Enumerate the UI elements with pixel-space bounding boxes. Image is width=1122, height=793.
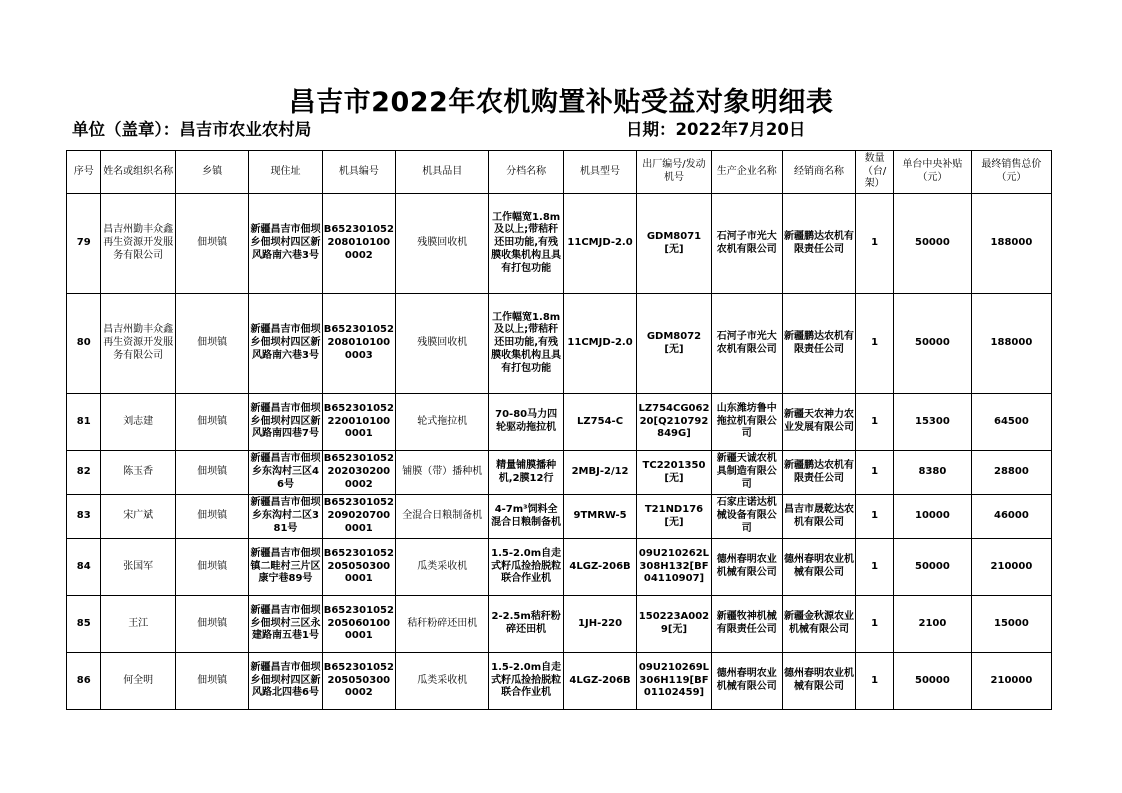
serial-number: T21ND176[无]	[637, 495, 711, 539]
column-header: 出厂编号/发动机号	[637, 151, 711, 194]
subsidy: 10000	[894, 495, 972, 539]
applicant-name: 何全明	[101, 653, 175, 710]
machine-model: 9TMRW-5	[563, 495, 636, 539]
machine-code: B652301052220010100 0001	[322, 394, 395, 451]
subsidy: 2100	[894, 596, 972, 653]
total-price: 210000	[971, 653, 1051, 710]
machine-model: 1JH-220	[563, 596, 636, 653]
quantity: 1	[856, 539, 894, 596]
address: 新疆昌吉市佃坝乡佃坝村四区新风路南六巷3号	[249, 194, 322, 294]
serial-number: LZ754CG06220[Q210792849G]	[637, 394, 711, 451]
manufacturer: 石家庄诺达机械设备有限公司	[711, 495, 782, 539]
column-header: 现住址	[249, 151, 322, 194]
machine-category: 残膜回收机	[396, 294, 489, 394]
dealer: 新疆鹏达农机有限责任公司	[782, 294, 855, 394]
grade-name: 70-80马力四轮驱动拖拉机	[489, 394, 563, 451]
date-line: 日期：2022年7月20日	[626, 120, 806, 139]
machine-category: 残膜回收机	[396, 194, 489, 294]
table-header-row	[67, 151, 1052, 194]
row-number: 84	[67, 539, 101, 596]
town: 佃坝镇	[175, 653, 248, 710]
subsidy: 50000	[894, 194, 972, 294]
serial-number: TC2201350[无]	[637, 451, 711, 495]
table-row	[67, 596, 1052, 653]
subsidy-table	[66, 150, 1052, 710]
machine-code: B652301052208010100 0003	[322, 294, 395, 394]
machine-model: 11CMJD-2.0	[563, 194, 636, 294]
town: 佃坝镇	[175, 596, 248, 653]
manufacturer: 山东潍坊鲁中拖拉机有限公司	[711, 394, 782, 451]
column-header: 乡镇	[175, 151, 248, 194]
machine-category: 瓜类采收机	[396, 653, 489, 710]
machine-model: 4LGZ-206B	[563, 653, 636, 710]
table-row	[67, 653, 1052, 710]
dealer: 新疆鹏达农机有限责任公司	[782, 451, 855, 495]
row-number: 83	[67, 495, 101, 539]
applicant-name: 张国军	[101, 539, 175, 596]
machine-category: 轮式拖拉机	[396, 394, 489, 451]
row-number: 81	[67, 394, 101, 451]
total-price: 188000	[971, 294, 1051, 394]
column-header: 机具型号	[563, 151, 636, 194]
column-header: 机具品目	[396, 151, 489, 194]
dealer: 德州春明农业机械有限公司	[782, 539, 855, 596]
unit-line: 单位（盖章）：昌吉市农业农村局	[72, 120, 312, 139]
column-header: 最终销售总价（元）	[971, 151, 1051, 194]
column-header: 经销商名称	[782, 151, 855, 194]
total-price: 15000	[971, 596, 1051, 653]
row-number: 85	[67, 596, 101, 653]
address: 新疆昌吉市佃坝乡佃坝村四区新风路南四巷7号	[249, 394, 322, 451]
dealer: 新疆金秋源农业机械有限公司	[782, 596, 855, 653]
manufacturer: 德州春明农业机械有限公司	[711, 653, 782, 710]
table-row	[67, 451, 1052, 495]
grade-name: 工作幅宽1.8m及以上;带秸秆还田功能,有残膜收集机构且具有打包功能	[489, 294, 563, 394]
town: 佃坝镇	[175, 294, 248, 394]
machine-model: LZ754-C	[563, 394, 636, 451]
manufacturer: 石河子市光大农机有限公司	[711, 194, 782, 294]
machine-code: B652301052205050300 0002	[322, 653, 395, 710]
machine-category: 瓜类采收机	[396, 539, 489, 596]
grade-name: 2-2.5m秸秆粉碎还田机	[489, 596, 563, 653]
serial-number: 09U210262L308H132[BF04110907]	[637, 539, 711, 596]
quantity: 1	[856, 495, 894, 539]
applicant-name: 昌吉州勤丰众鑫再生资源开发服务有限公司	[101, 194, 175, 294]
grade-name: 4-7m³饲料全混合日粮制备机	[489, 495, 563, 539]
dealer: 昌吉市晟乾达农机有限公司	[782, 495, 855, 539]
machine-category: 秸秆粉碎还田机	[396, 596, 489, 653]
manufacturer: 石河子市光大农机有限公司	[711, 294, 782, 394]
subsidy: 15300	[894, 394, 972, 451]
machine-model: 4LGZ-206B	[563, 539, 636, 596]
machine-code: B652301052205060100 0001	[322, 596, 395, 653]
column-header: 单台中央补贴（元）	[894, 151, 972, 194]
address: 新疆昌吉市佃坝镇二畦村三片区康宁巷89号	[249, 539, 322, 596]
row-number: 79	[67, 194, 101, 294]
town: 佃坝镇	[175, 539, 248, 596]
machine-code: B652301052208010100 0002	[322, 194, 395, 294]
applicant-name: 陈玉香	[101, 451, 175, 495]
dealer: 新疆鹏达农机有限责任公司	[782, 194, 855, 294]
total-price: 28800	[971, 451, 1051, 495]
total-price: 46000	[971, 495, 1051, 539]
grade-name: 1.5-2.0m自走式籽瓜捡拾脱粒联合作业机	[489, 653, 563, 710]
machine-category: 铺膜（带）播种机	[396, 451, 489, 495]
quantity: 1	[856, 294, 894, 394]
total-price: 210000	[971, 539, 1051, 596]
row-number: 82	[67, 451, 101, 495]
applicant-name: 刘志建	[101, 394, 175, 451]
town: 佃坝镇	[175, 451, 248, 495]
machine-model: 11CMJD-2.0	[563, 294, 636, 394]
table-row	[67, 539, 1052, 596]
town: 佃坝镇	[175, 394, 248, 451]
subsidy: 8380	[894, 451, 972, 495]
address: 新疆昌吉市佃坝乡佃坝村三区永建路南五巷1号	[249, 596, 322, 653]
column-header: 数量（台/架）	[856, 151, 894, 194]
machine-model: 2MBJ-2/12	[563, 451, 636, 495]
machine-code: B652301052205050300 0001	[322, 539, 395, 596]
table-row	[67, 495, 1052, 539]
dealer: 新疆天农神力农业发展有限公司	[782, 394, 855, 451]
applicant-name: 宋广斌	[101, 495, 175, 539]
dealer: 德州春明农业机械有限公司	[782, 653, 855, 710]
subsidy: 50000	[894, 653, 972, 710]
column-header: 序号	[67, 151, 101, 194]
serial-number: 09U210269L306H119[BF01102459]	[637, 653, 711, 710]
quantity: 1	[856, 596, 894, 653]
total-price: 188000	[971, 194, 1051, 294]
subsidy: 50000	[894, 294, 972, 394]
subsidy: 50000	[894, 539, 972, 596]
address: 新疆昌吉市佃坝乡东沟村二区381号	[249, 495, 322, 539]
column-header: 分档名称	[489, 151, 563, 194]
table-row	[67, 294, 1052, 394]
town: 佃坝镇	[175, 495, 248, 539]
quantity: 1	[856, 451, 894, 495]
table-row	[67, 194, 1052, 294]
page-title: 昌吉市2022年农机购置补贴受益对象明细表	[288, 87, 834, 118]
column-header: 机具编号	[322, 151, 395, 194]
column-header: 生产企业名称	[711, 151, 782, 194]
total-price: 64500	[971, 394, 1051, 451]
grade-name: 精量铺膜播种机,2膜12行	[489, 451, 563, 495]
row-number: 86	[67, 653, 101, 710]
manufacturer: 新疆牧神机械有限责任公司	[711, 596, 782, 653]
applicant-name: 王江	[101, 596, 175, 653]
grade-name: 1.5-2.0m自走式籽瓜捡拾脱粒联合作业机	[489, 539, 563, 596]
serial-number: GDM8072[无]	[637, 294, 711, 394]
table-row	[67, 394, 1052, 451]
machine-code: B652301052209020700 0001	[322, 495, 395, 539]
quantity: 1	[856, 194, 894, 294]
address: 新疆昌吉市佃坝乡东沟村三区46号	[249, 451, 322, 495]
column-header: 姓名或组织名称	[101, 151, 175, 194]
grade-name: 工作幅宽1.8m及以上;带秸秆还田功能,有残膜收集机构且具有打包功能	[489, 194, 563, 294]
machine-code: B652301052202030200 0002	[322, 451, 395, 495]
address: 新疆昌吉市佃坝乡佃坝村四区新风路南六巷3号	[249, 294, 322, 394]
manufacturer: 德州春明农业机械有限公司	[711, 539, 782, 596]
quantity: 1	[856, 394, 894, 451]
machine-category: 全混合日粮制备机	[396, 495, 489, 539]
applicant-name: 昌吉州勤丰众鑫再生资源开发服务有限公司	[101, 294, 175, 394]
quantity: 1	[856, 653, 894, 710]
town: 佃坝镇	[175, 194, 248, 294]
serial-number: 150223A0029[无]	[637, 596, 711, 653]
manufacturer: 新疆天诚农机具制造有限公司	[711, 451, 782, 495]
address: 新疆昌吉市佃坝乡佃坝村四区新风路北四巷6号	[249, 653, 322, 710]
row-number: 80	[67, 294, 101, 394]
serial-number: GDM8071[无]	[637, 194, 711, 294]
